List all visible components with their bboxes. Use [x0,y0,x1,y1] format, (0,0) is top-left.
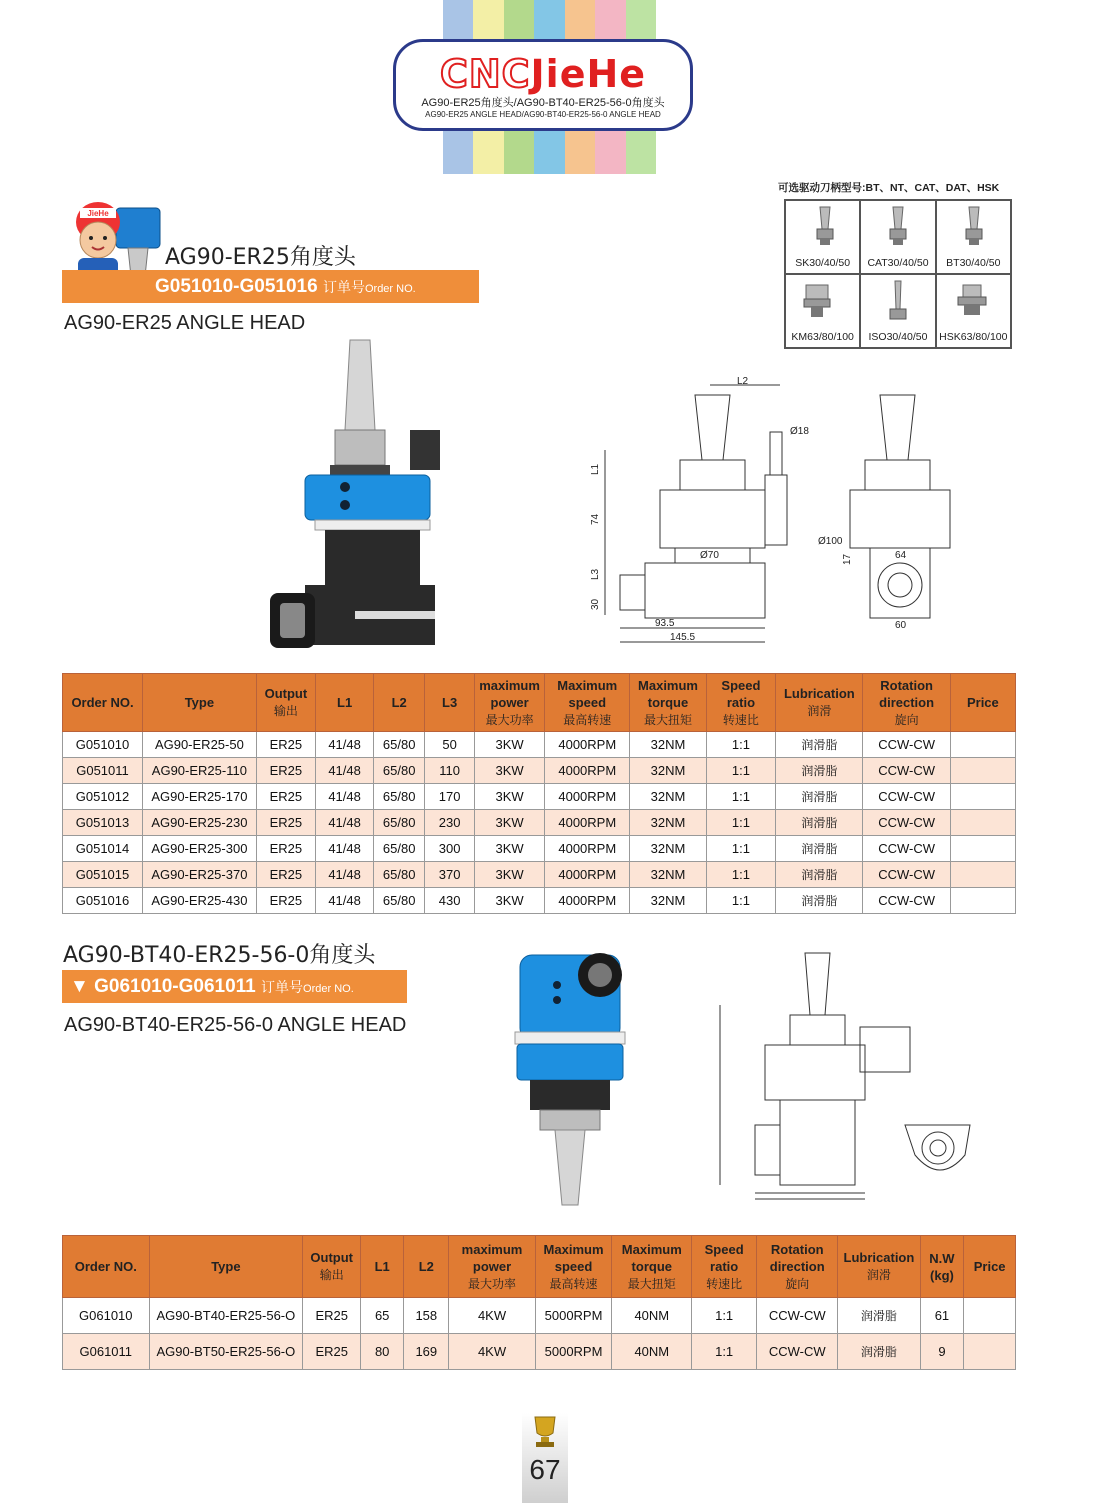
th-order-no: Order NO. [63,674,143,732]
table-cell: 4000RPM [545,758,630,784]
table-cell: AG90-ER25-230 [143,810,257,836]
shank-options-title: 可选驱动刀柄型号:BT、NT、CAT、DAT、HSK [778,182,1000,194]
drawing-label-17: 17 [842,553,853,565]
table-cell: 3KW [475,732,545,758]
th-l1: L1 [316,674,374,732]
table-cell: ER25 [256,836,315,862]
table-cell: 1:1 [706,784,776,810]
table-cell: 3KW [475,888,545,914]
logo-subtitle-cn: AG90-ER25角度头/AG90-BT40-ER25-56-0角度头 [421,97,665,109]
table-cell: 1:1 [692,1298,757,1334]
th-max-torque: Maximum torque 最大扭矩 [630,674,706,732]
drawing-label-64: 64 [895,550,907,561]
table-row [63,732,1016,758]
section2-spec-table [62,1235,1016,1370]
table-cell: ER25 [256,862,315,888]
shank-cell: KM63/80/100 [785,274,860,348]
table-cell: 50 [425,732,475,758]
shank-cell: CAT30/40/50 [860,200,935,274]
table-cell: ER25 [256,784,315,810]
table-row [63,888,1016,914]
shank-cell: ISO30/40/50 [860,274,935,348]
shank-bt-icon [963,205,985,249]
table-cell: 40NM [612,1334,692,1370]
shank-iso-icon [887,279,909,325]
table-cell: 1:1 [706,758,776,784]
table-cell: AG90-BT40-ER25-56-O [149,1298,303,1334]
table-cell: 润滑脂 [776,836,863,862]
drawing-label-l3: L3 [590,568,601,580]
table-cell: 158 [404,1298,449,1334]
table-cell: 169 [404,1334,449,1370]
table-cell [964,1298,1016,1334]
drawing-label-93-5: 93.5 [655,618,675,629]
th-price: Price [950,674,1015,732]
section1-title-en: AG90-ER25 ANGLE HEAD [64,312,306,334]
table-row [63,862,1016,888]
table-cell: 65/80 [374,758,425,784]
th-rotation-direction: Rotation direction 旋向 [757,1236,838,1298]
table-cell: 润滑脂 [776,732,863,758]
table-cell: CCW-CW [863,888,950,914]
drawing-label-60: 60 [895,620,907,631]
logo-subtitle-en: AG90-ER25 ANGLE HEAD/AG90-BT40-ER25-56-0 ANGLE HEAD [425,110,661,119]
table-cell: 32NM [630,888,706,914]
table-cell: 65/80 [374,888,425,914]
table-cell: CCW-CW [863,784,950,810]
th-max-speed: Maximum speed 最高转速 [535,1236,612,1298]
th-price: Price [964,1236,1016,1298]
table-cell: AG90-ER25-430 [143,888,257,914]
table-cell: 230 [425,810,475,836]
table-cell: 4000RPM [545,810,630,836]
th-max-torque: Maximum torque 最大扭矩 [612,1236,692,1298]
table-cell: 32NM [630,862,706,888]
table-cell: 32NM [630,758,706,784]
shank-cell: BT30/40/50 [936,200,1011,274]
shank-cell: HSK63/80/100 [936,274,1011,348]
table-cell: CCW-CW [863,862,950,888]
table-cell: 润滑脂 [776,810,863,836]
th-speed-ratio: Speed ratio 转速比 [692,1236,757,1298]
section2-order-label-cn: 订单号 [261,979,304,995]
drawing-label-l1: L1 [590,463,601,475]
table-row [63,1298,1016,1334]
table-cell: 32NM [630,836,706,862]
table-cell: 370 [425,862,475,888]
table-cell: 4KW [449,1298,535,1334]
shank-options-grid [784,199,1012,349]
section1-order-label-cn: 订单号 [322,279,365,295]
section1-spec-table [62,673,1016,914]
svg-text:JieHe: JieHe [87,209,109,218]
table-cell: 3KW [475,862,545,888]
table-row [63,1334,1016,1370]
table-cell: ER25 [303,1298,361,1334]
table-cell: 1:1 [706,732,776,758]
table-cell: ER25 [256,810,315,836]
th-type: Type [149,1236,303,1298]
table-cell: 32NM [630,810,706,836]
th-l2: L2 [404,1236,449,1298]
table-row [63,836,1016,862]
table-cell: 40NM [612,1298,692,1334]
table-cell: 3KW [475,810,545,836]
drawing-label-l2: L2 [737,376,749,387]
table-cell: 1:1 [706,810,776,836]
table-cell: G051012 [63,784,143,810]
table-cell: CCW-CW [863,732,950,758]
section2-product-image [495,940,645,1215]
table-cell: 65/80 [374,810,425,836]
table-cell: 41/48 [316,758,374,784]
table-cell: 3KW [475,784,545,810]
section1-product-image [265,335,455,655]
table-cell: 110 [425,758,475,784]
page-number: 67 [529,1454,561,1485]
table-cell: 润滑脂 [776,784,863,810]
table-cell [964,1334,1016,1370]
th-type: Type [143,674,257,732]
table-cell: AG90-ER25-370 [143,862,257,888]
section1-order-bar [62,270,479,303]
th-max-speed: Maximum speed 最高转速 [545,674,630,732]
table-cell [950,758,1015,784]
table-cell: 41/48 [316,784,374,810]
table-cell: 3KW [475,758,545,784]
table-cell: 1:1 [706,862,776,888]
section2-technical-drawing [710,945,980,1205]
section2-title-cn: AG90-BT40-ER25-56-0角度头 [63,943,376,968]
table-cell: 润滑脂 [776,862,863,888]
table-cell [950,810,1015,836]
table-cell: G061010 [63,1298,150,1334]
table-cell: 1:1 [706,836,776,862]
table-cell: 5000RPM [535,1298,612,1334]
section1-title-cn: AG90-ER25角度头 [165,245,356,270]
section2-order-range: G061010-G061011 [94,976,256,997]
drawing-label-d18: Ø18 [790,426,809,437]
table-row [63,784,1016,810]
table-cell: G051015 [63,862,143,888]
table-cell: G051014 [63,836,143,862]
table-cell: 41/48 [316,732,374,758]
shank-cat-icon [887,205,909,249]
table-cell: 41/48 [316,836,374,862]
th-order-no: Order NO. [63,1236,150,1298]
th-nw: N.W (kg) [920,1236,964,1298]
section2-title-en: AG90-BT40-ER25-56-0 ANGLE HEAD [64,1014,407,1036]
table-cell: 65/80 [374,862,425,888]
th-max-power: maximum power 最大功率 [475,674,545,732]
table-cell: AG90-ER25-170 [143,784,257,810]
table-cell [950,862,1015,888]
table-cell: G051011 [63,758,143,784]
section2-order-label-en: Order NO. [303,983,354,995]
table-cell [950,784,1015,810]
table-cell: 5000RPM [535,1334,612,1370]
table-cell: ER25 [303,1334,361,1370]
table-cell: ER25 [256,758,315,784]
shank-sk-icon [814,205,836,249]
table-cell: 9 [920,1334,964,1370]
drawing-label-d70: Ø70 [700,550,719,561]
table-cell: G051013 [63,810,143,836]
shank-km-icon [802,283,832,321]
table-cell: 1:1 [706,888,776,914]
table-cell: 41/48 [316,810,374,836]
table-cell: AG90-ER25-50 [143,732,257,758]
th-rotation-direction: Rotation direction 旋向 [863,674,950,732]
logo-wordmark: CNCJieHe [439,52,647,96]
th-speed-ratio: Speed ratio 转速比 [706,674,776,732]
table-row [63,810,1016,836]
table-cell [950,888,1015,914]
table-cell [950,836,1015,862]
th-lubrication: Lubrication 润滑 [776,674,863,732]
table-row [63,758,1016,784]
th-lubrication: Lubrication 润滑 [838,1236,920,1298]
page-number-box [522,1413,568,1503]
shank-cell: SK30/40/50 [785,200,860,274]
table-cell: 4000RPM [545,836,630,862]
table-cell: AG90-ER25-300 [143,836,257,862]
trophy-icon [527,1415,563,1449]
th-output: Output 输出 [256,674,315,732]
down-triangle-icon: ▼ [70,976,89,997]
section1-order-label-en: Order NO. [364,283,416,295]
table-cell: 41/48 [316,888,374,914]
table-cell: 3KW [475,836,545,862]
table-cell: 300 [425,836,475,862]
table-cell: 80 [361,1334,404,1370]
table-cell: 4KW [449,1334,535,1370]
table-cell: CCW-CW [863,810,950,836]
th-max-power: maximum power 最大功率 [449,1236,535,1298]
table-cell: ER25 [256,732,315,758]
table-cell: 润滑脂 [776,758,863,784]
table-cell: 65/80 [374,732,425,758]
table-cell: 32NM [630,784,706,810]
table-cell: CCW-CW [757,1334,838,1370]
section1-technical-drawing [590,370,990,660]
brand-logo [393,39,693,131]
table-cell: G051010 [63,732,143,758]
table-cell: CCW-CW [863,836,950,862]
th-l3: L3 [425,674,475,732]
table-cell: CCW-CW [757,1298,838,1334]
table-cell: 1:1 [692,1334,757,1370]
table-cell: CCW-CW [863,758,950,784]
table-cell: AG90-BT50-ER25-56-O [149,1334,303,1370]
table-cell: 61 [920,1298,964,1334]
table-cell: 65 [361,1298,404,1334]
drawing-label-74: 74 [590,513,601,525]
table-cell: 4000RPM [545,784,630,810]
table-cell: 4000RPM [545,862,630,888]
drawing-label-d100: Ø100 [818,536,843,547]
th-l2: L2 [374,674,425,732]
table-cell: 41/48 [316,862,374,888]
section2-order-bar [62,970,407,1003]
table-cell: 65/80 [374,836,425,862]
shank-hsk-icon [955,283,989,321]
table-cell: 润滑脂 [838,1334,920,1370]
table-cell [950,732,1015,758]
table-cell: G051016 [63,888,143,914]
table-cell: 170 [425,784,475,810]
table-cell: 润滑脂 [838,1298,920,1334]
table-cell: 430 [425,888,475,914]
table-cell: ER25 [256,888,315,914]
drawing-label-30: 30 [590,598,601,610]
table-cell: 润滑脂 [776,888,863,914]
table-cell: 4000RPM [545,888,630,914]
section1-order-range: G051010-G051016 [155,276,318,297]
table-cell: 32NM [630,732,706,758]
th-l1: L1 [361,1236,404,1298]
th-output: Output 输出 [303,1236,361,1298]
table-cell: 4000RPM [545,732,630,758]
table-cell: AG90-ER25-110 [143,758,257,784]
table-cell: 65/80 [374,784,425,810]
drawing-label-145-5: 145.5 [670,632,696,643]
table-cell: G061011 [63,1334,150,1370]
